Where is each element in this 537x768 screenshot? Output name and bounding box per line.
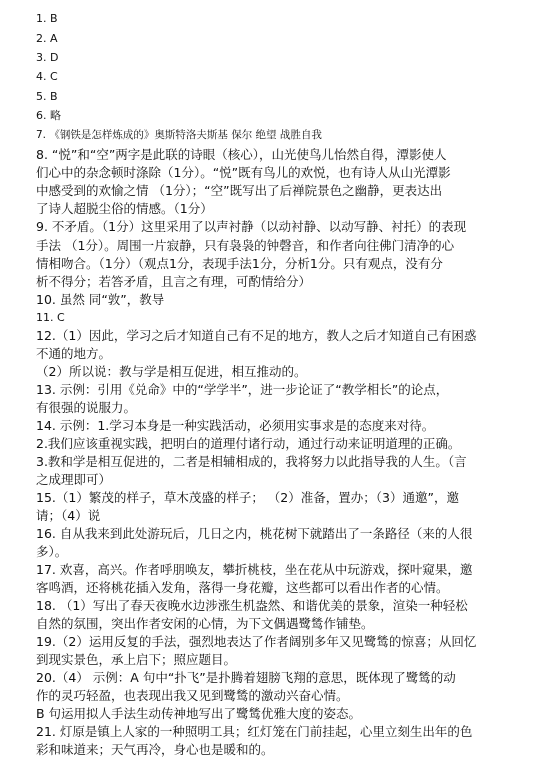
answer-line: 15.（1）繁茂的样子，草木茂盛的样子； （2）准备，置办；（3）通邀”，邀 bbox=[36, 490, 459, 505]
answer-line: 9. 不矛盾。（1分）这里采用了以声衬静（以动衬静、以动写静、衬托）的表现 bbox=[36, 219, 467, 234]
answer-line: 作的灵巧轻盈，也表现出我又见到鹭鸶的激动兴奋心情。 bbox=[36, 688, 349, 703]
answer-line: 中感受到的欢愉之情 （1分）；“空”既写出了后禅院景色之幽静，更表达出 bbox=[36, 183, 443, 198]
answer-line: 自然的氛围，突出作者安闲的心情，为下文偶遇鹭鸶作铺垫。 bbox=[36, 616, 374, 631]
answer-line: 1. B bbox=[36, 12, 58, 25]
answer-line: 不通的地方。 bbox=[36, 346, 112, 361]
answer-line: 20.（4） 示例：A 句中“扑飞”是扑腾着翅膀飞翔的意思，既体现了鹭鸶的动 bbox=[36, 670, 456, 685]
answer-line: 到现实景色，承上启下；照应题目。 bbox=[36, 652, 237, 667]
answer-line: 17. 欢喜，高兴。作者呼朋唤友，攀折桃枝，坐在花从中玩游戏，探叶窥果，邀 bbox=[36, 562, 473, 577]
answer-line: 12.（1）因此，学习之后才知道自己有不足的地方，教人之后才知道自己有困惑 bbox=[36, 328, 477, 343]
answer-line: 18. （1）写出了春天夜晚水边涉涨生机盎然、和谐优美的景象，渲染一种轻松 bbox=[36, 598, 468, 613]
answer-line: 3.教和学是相互促进的，二者是相辅相成的，我将努力以此指导我的人生。（言 bbox=[36, 454, 467, 469]
answer-line: 13. 示例：引用《兑命》中的“学学半”，进一步论证了“教学相长”的论点， bbox=[36, 382, 449, 397]
answer-line: 之成理即可） bbox=[36, 472, 112, 487]
answer-line: 11. C bbox=[36, 311, 65, 324]
answer-line: 6. 略 bbox=[36, 109, 61, 122]
answer-line: 有很强的说服力。 bbox=[36, 400, 137, 415]
answer-line: 16. 自从我来到此处游玩后，几日之内，桃花树下就踏出了一条路径（来的人很 bbox=[36, 526, 473, 541]
answer-line: 3. D bbox=[36, 51, 59, 64]
answer-line: 手法 （1分）。周围一片寂静，只有袅袅的钟磬音，和作者向往佛门清净的心 bbox=[36, 238, 455, 253]
answer-line: B 句运用拟人手法生动传神地写出了鹭鸶优雅大度的姿态。 bbox=[36, 706, 362, 721]
answer-line: 8. “悦”和“空”两字是此联的诗眼（核心），山光使鸟儿怡然自得，潭影使人 bbox=[36, 147, 447, 162]
answer-line: 2.我们应该重视实践，把明白的道理付诸行动，通过行动来证明道理的正确。 bbox=[36, 436, 461, 451]
answer-line: （2）所以说：教与学是相互促进，相互推动的。 bbox=[36, 364, 307, 379]
answer-line: 彩和味道来；天气再冷，身心也是暖和的。 bbox=[36, 742, 274, 757]
answer-line: 21. 灯原是镇上人家的一种照明工具；红灯笼在门前挂起，心里立刻生出年的色 bbox=[36, 724, 473, 739]
answer-line: 14. 示例：1.学习本身是一种实践活动，必须用实事求是的态度来对待。 bbox=[36, 418, 435, 433]
answer-line: 客鸣酒，还将桃花插入发角，落得一身花瓣，这些都可以看出作者的心情。 bbox=[36, 580, 449, 595]
answer-line: 7. 《钢铁是怎样炼成的》奥斯特洛夫斯基 保尔 绝望 战胜自我 bbox=[36, 129, 322, 141]
answer-line: 5. B bbox=[36, 90, 58, 103]
answer-line: 析不得分；若答矛盾，且言之有理，可酌情给分） bbox=[36, 274, 312, 289]
answer-line: 19.（2）运用反复的手法，强烈地表达了作者阔别多年又见鹭鸶的惊喜；从回忆 bbox=[36, 634, 477, 649]
answer-line: 2. A bbox=[36, 32, 58, 45]
answer-line: 多）。 bbox=[36, 544, 68, 559]
answer-line: 请；（4）说 bbox=[36, 508, 101, 523]
answer-line: 4. C bbox=[36, 70, 58, 83]
answer-line: 们心中的杂念顿时涤除（1分）。“悦”既有鸟儿的欢悦，也有诗人从山光潭影 bbox=[36, 165, 451, 180]
answer-line: 情相吻合。（1分）（观点1分，表现手法1分，分析1分。只有观点，没有分 bbox=[36, 256, 443, 271]
answer-line: 10. 虽然 同“敦”，教导 bbox=[36, 292, 165, 307]
answer-line: 了诗人超脱尘俗的情感。（1分） bbox=[36, 201, 213, 216]
